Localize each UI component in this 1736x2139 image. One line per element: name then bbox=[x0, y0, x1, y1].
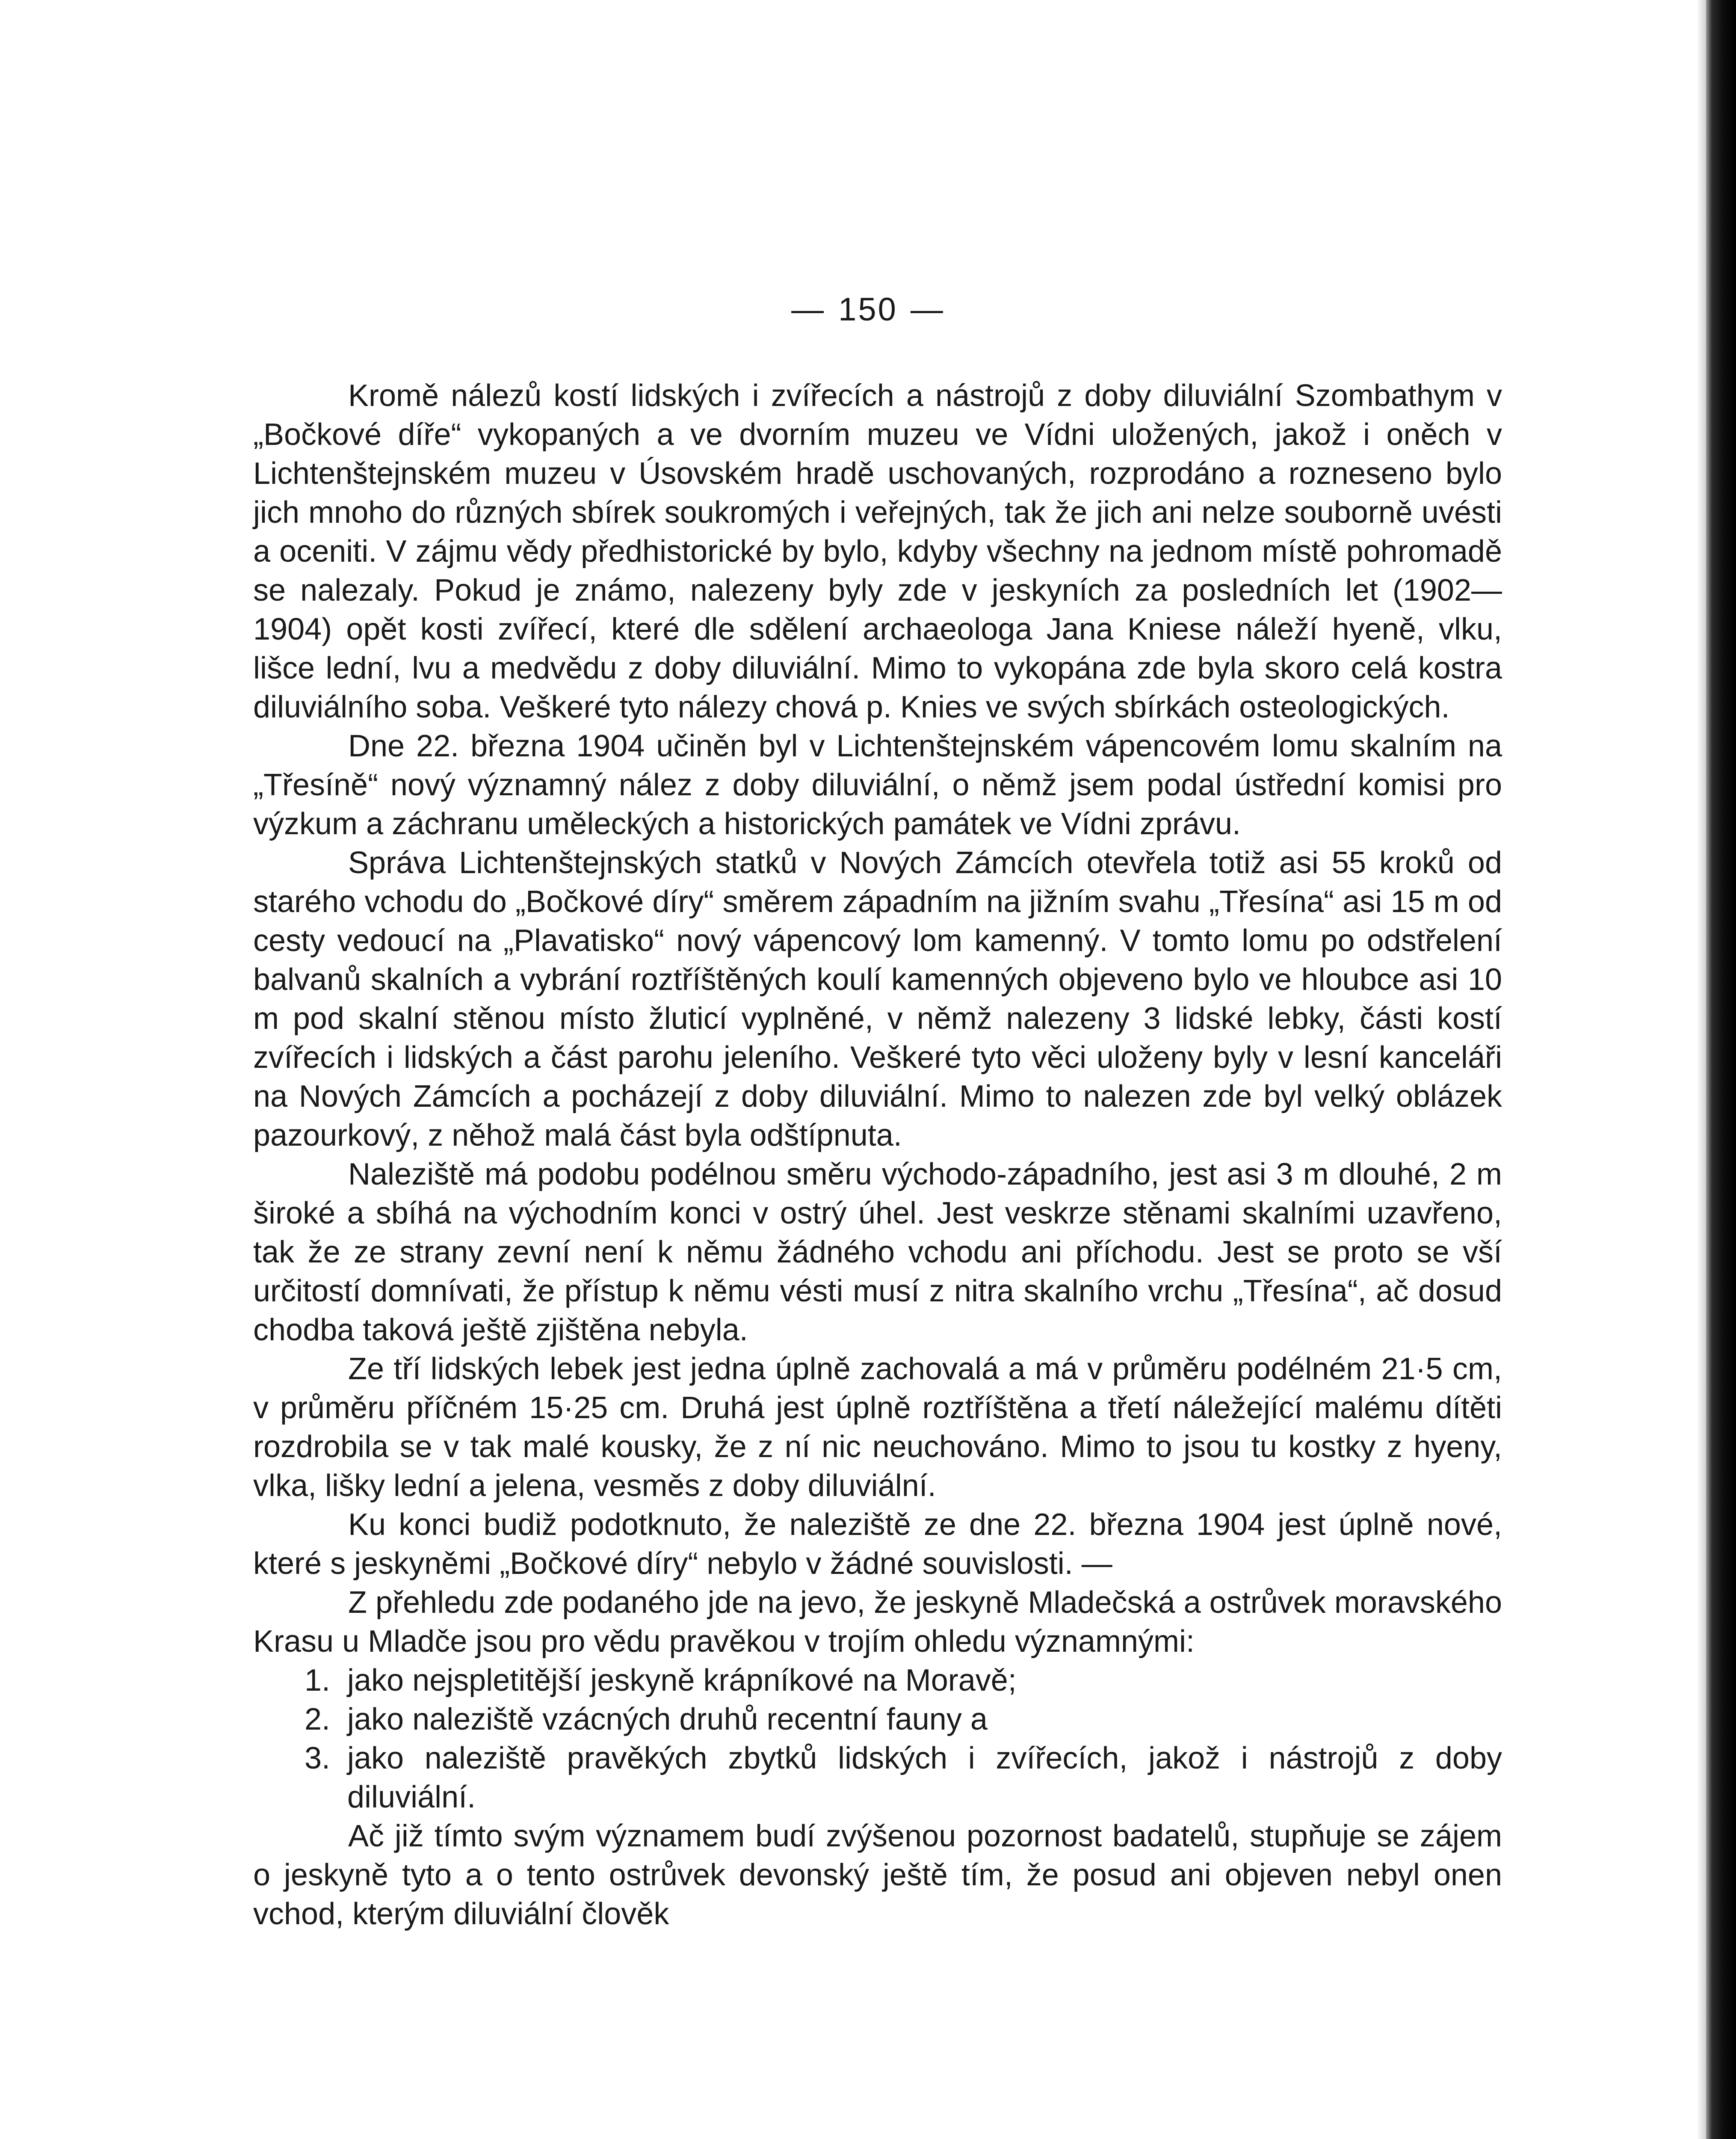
list-item-text: jako naleziště pravěkých zbytků lidských i zvířecích, jakož i nástrojů z doby diluviální. bbox=[347, 1741, 1502, 1814]
list-item bbox=[253, 1661, 1502, 1700]
paragraph: Z přehledu zde podaného jde na jevo, že jeskyně Mladečská a ostrůvek moravského Krasu u Mladče jsou pro vědu pravěkou v trojím ohledu významnými: bbox=[253, 1585, 1502, 1659]
page-number-dash-left: — bbox=[791, 291, 826, 328]
list-item-text: jako nejspletitější jeskyně krápníkové na Moravě; bbox=[347, 1663, 1017, 1698]
paragraph: Naleziště má podobu podélnou směru východo-západního, jest asi 3 m dlouhé, 2 m široké a sbíhá na východním konci v ostrý úhel. Jest veskrze stěnami skalními uzavřeno, tak že ze strany zevní není k němu žádného vchodu ani příchodu. Jest se proto se vší určitostí domnívati, že přístup k němu vésti musí z nitra skalního vrchu „Třesína“, ač dosud chodba taková ještě zjištěna nebyla. bbox=[253, 1157, 1502, 1347]
paragraph: Kromě nálezů kostí lidských i zvířecích a nástrojů z doby diluviální Szombathym v „Bočkové díře“ vykopaných a ve dvorním muzeu ve Vídni uložených, jakož i oněch v Lichtenštejnském muzeu v Úsovském hradě uschovaných, rozprodáno a rozneseno bylo jich mnoho do různých sbírek soukromých i veřejných, tak že jich ani nelze souborně uvésti a oceniti. V zájmu vědy předhistorické by bylo, kdyby všechny na jednom místě pohromadě se nalezaly. Pokud je známo, nalezeny byly zde v jeskyních za posledních let (1902—1904) opět kosti zvířecí, které dle sdělení archaeologa Jana Kniese náleží hyeně, vlku, lišce lední, lvu a medvědu z doby diluviální. Mimo to vykopána zde byla skoro celá kostra diluviálního soba. Veškeré tyto nálezy chová p. Knies ve svých sbírkách osteologických. bbox=[253, 379, 1502, 724]
page-number: 150 bbox=[838, 291, 898, 328]
page-number-dash-right: — bbox=[910, 291, 945, 328]
paragraph: Správa Lichtenštejnských statků v Nových Zámcích otevřela totiž asi 55 kroků od starého vchodu do „Bočkové díry“ směrem západním na jižním svahu „Třesína“ asi 15 m od cesty vedoucí na „Plavatisko“ nový vápencový lom kamenný. V tomto lomu po odstřelení balvanů skalních a vybrání roztříštěných koulí kamenných objeveno bylo ve hloubce asi 10 m pod skalní stěnou místo žluticí vyplněné, v němž nalezeny 3 lidské lebky, části kostí zvířecích i lidských a část parohu jeleního. Veškeré tyto věci uloženy byly v lesní kanceláři na Nových Zámcích a pocházejí z doby diluviální. Mimo to nalezen zde byl velký oblázek pazourkový, z něhož malá část byla odštípnuta. bbox=[253, 846, 1502, 1152]
document-body bbox=[253, 376, 1502, 1934]
paragraph: Ze tří lidských lebek jest jedna úplně zachovalá a má v průměru podélném 21·5 cm, v průměru příčném 15·25 cm. Druhá jest úplně roztříštěna a třetí náležející malému dítěti rozdrobila se v tak malé kousky, že z ní nic neuchováno. Mimo to jsou tu kostky z hyeny, vlka, lišky lední a jelena, vesměs z doby diluviální. bbox=[253, 1352, 1502, 1503]
list-item bbox=[253, 1700, 1502, 1739]
page-number-header bbox=[0, 291, 1736, 328]
paragraph: Dne 22. března 1904 učiněn byl v Lichtenštejnském vápencovém lomu skalním na „Třesíně“ nový významný nález z doby diluviální, o němž jsem podal ústřední komisi pro výzkum a záchranu uměleckých a historických památek ve Vídni zprávu. bbox=[253, 729, 1502, 841]
significance-list bbox=[253, 1661, 1502, 1817]
list-item-text: jako naleziště vzácných druhů recentní fauny a bbox=[347, 1702, 988, 1736]
list-item-number: 3. bbox=[305, 1741, 331, 1775]
paragraph: Ku konci budiž podotknuto, že naleziště ze dne 22. března 1904 jest úplně nové, které s jeskyněmi „Bočkové díry“ nebylo v žádné souvislosti. — bbox=[253, 1508, 1502, 1581]
closing-paragraph: Ač již tímto svým významem budí zvýšenou pozornost badatelů, stupňuje se zájem o jeskyně tyto a o tento ostrůvek devonský ještě tím, že posud ani objeven nebyl onen vchod, kterým diluviální člověk bbox=[253, 1819, 1502, 1931]
list-item-number: 1. bbox=[305, 1663, 331, 1698]
list-item bbox=[253, 1739, 1502, 1817]
list-item-number: 2. bbox=[305, 1702, 331, 1736]
